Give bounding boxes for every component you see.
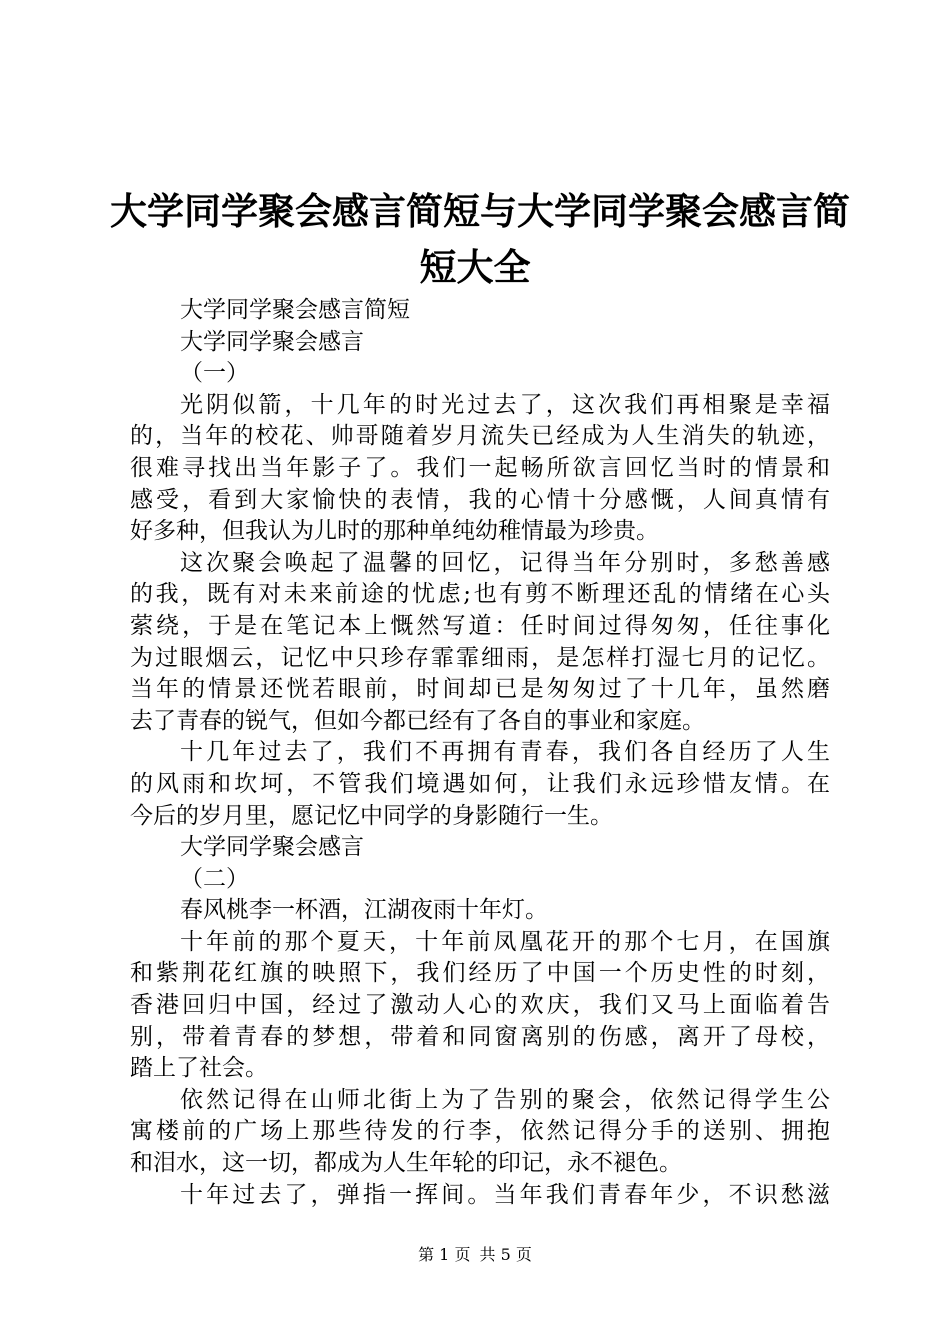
paragraph-line: 依然记得在山师北街上为了告别的聚会，依然记得学生公 [180, 1086, 830, 1113]
paragraph-line: 踏上了社会。 [130, 1055, 268, 1082]
document-body [130, 295, 830, 1211]
paragraph-line: 今后的岁月里，愿记忆中同学的身影随行一生。 [130, 802, 613, 829]
paragraph-line: 十年前的那个夏天，十年前凤凰花开的那个七月，在国旗 [180, 928, 830, 955]
page-total: 共 5 页 [479, 1245, 532, 1264]
paragraph-line: 这次聚会唤起了温馨的回忆，记得当年分别时，多愁善感 [180, 549, 830, 576]
section-number: （二） [180, 865, 249, 892]
paragraph-line: 光阴似箭，十几年的时光过去了，这次我们再相聚是幸福 [180, 391, 830, 418]
heading-line: 大学同学聚会感言简短 [180, 297, 410, 323]
paragraph-line: 的，当年的校花、帅哥随着岁月流失已经成为人生消失的轨迹， [130, 423, 830, 450]
page-footer [0, 1244, 950, 1266]
paragraph-line: 寓楼前的广场上那些待发的行李，依然记得分手的送别、拥抱 [130, 1118, 830, 1145]
section-number: （一） [180, 360, 249, 387]
paragraph-line: 别，带着青春的梦想，带着和同窗离别的伤感，离开了母校， [130, 1023, 830, 1050]
title-line-2: 短大全 [419, 245, 531, 289]
paragraph-line: 萦绕，于是在笔记本上慨然写道：任时间过得匆匆，任往事化 [130, 612, 830, 639]
page-number: 第 1 页 [418, 1245, 471, 1264]
paragraph-line: 的风雨和坎坷，不管我们境遇如何，让我们永远珍惜友情。在 [130, 770, 830, 797]
paragraph-line: 和泪水，这一切，都成为人生年轮的印记，永不褪色。 [130, 1150, 682, 1177]
paragraph-line: 十年过去了，弹指一挥间。当年我们青春年少，不识愁滋 [180, 1181, 830, 1208]
document-title [110, 183, 850, 295]
paragraph-line: 香港回归中国，经过了激动人心的欢庆，我们又马上面临着告 [130, 992, 830, 1019]
paragraph-line: 感受，看到大家愉快的表情，我的心情十分感慨，人间真情有 [130, 486, 830, 513]
paragraph-line: 十几年过去了，我们不再拥有青春，我们各自经历了人生 [180, 739, 830, 766]
paragraph-line: 当年的情景还恍若眼前，时间却已是匆匆过了十几年，虽然磨 [130, 676, 830, 703]
paragraph-line: 春风桃李一杯酒，江湖夜雨十年灯。 [180, 897, 548, 924]
paragraph-line: 好多种，但我认为儿时的那种单纯幼稚情最为珍贵。 [130, 518, 659, 545]
paragraph-line: 为过眼烟云，记忆中只珍存霏霏细雨，是怎样打湿七月的记忆。 [130, 644, 830, 671]
title-line-1: 大学同学聚会感言简短与大学同学聚会感言简 [110, 189, 850, 233]
paragraph-line: 和紫荆花红旗的映照下，我们经历了中国一个历史性的时刻， [130, 960, 830, 987]
heading-line: 大学同学聚会感言 [180, 834, 364, 861]
paragraph-line: 去了青春的锐气，但如今都已经有了各自的事业和家庭。 [130, 707, 705, 734]
heading-line: 大学同学聚会感言 [180, 328, 364, 355]
paragraph-line: 很难寻找出当年影子了。我们一起畅所欲言回忆当时的情景和 [130, 454, 830, 481]
paragraph-line: 的我，既有对未来前途的忧虑;也有剪不断理还乱的情绪在心头 [130, 581, 830, 608]
